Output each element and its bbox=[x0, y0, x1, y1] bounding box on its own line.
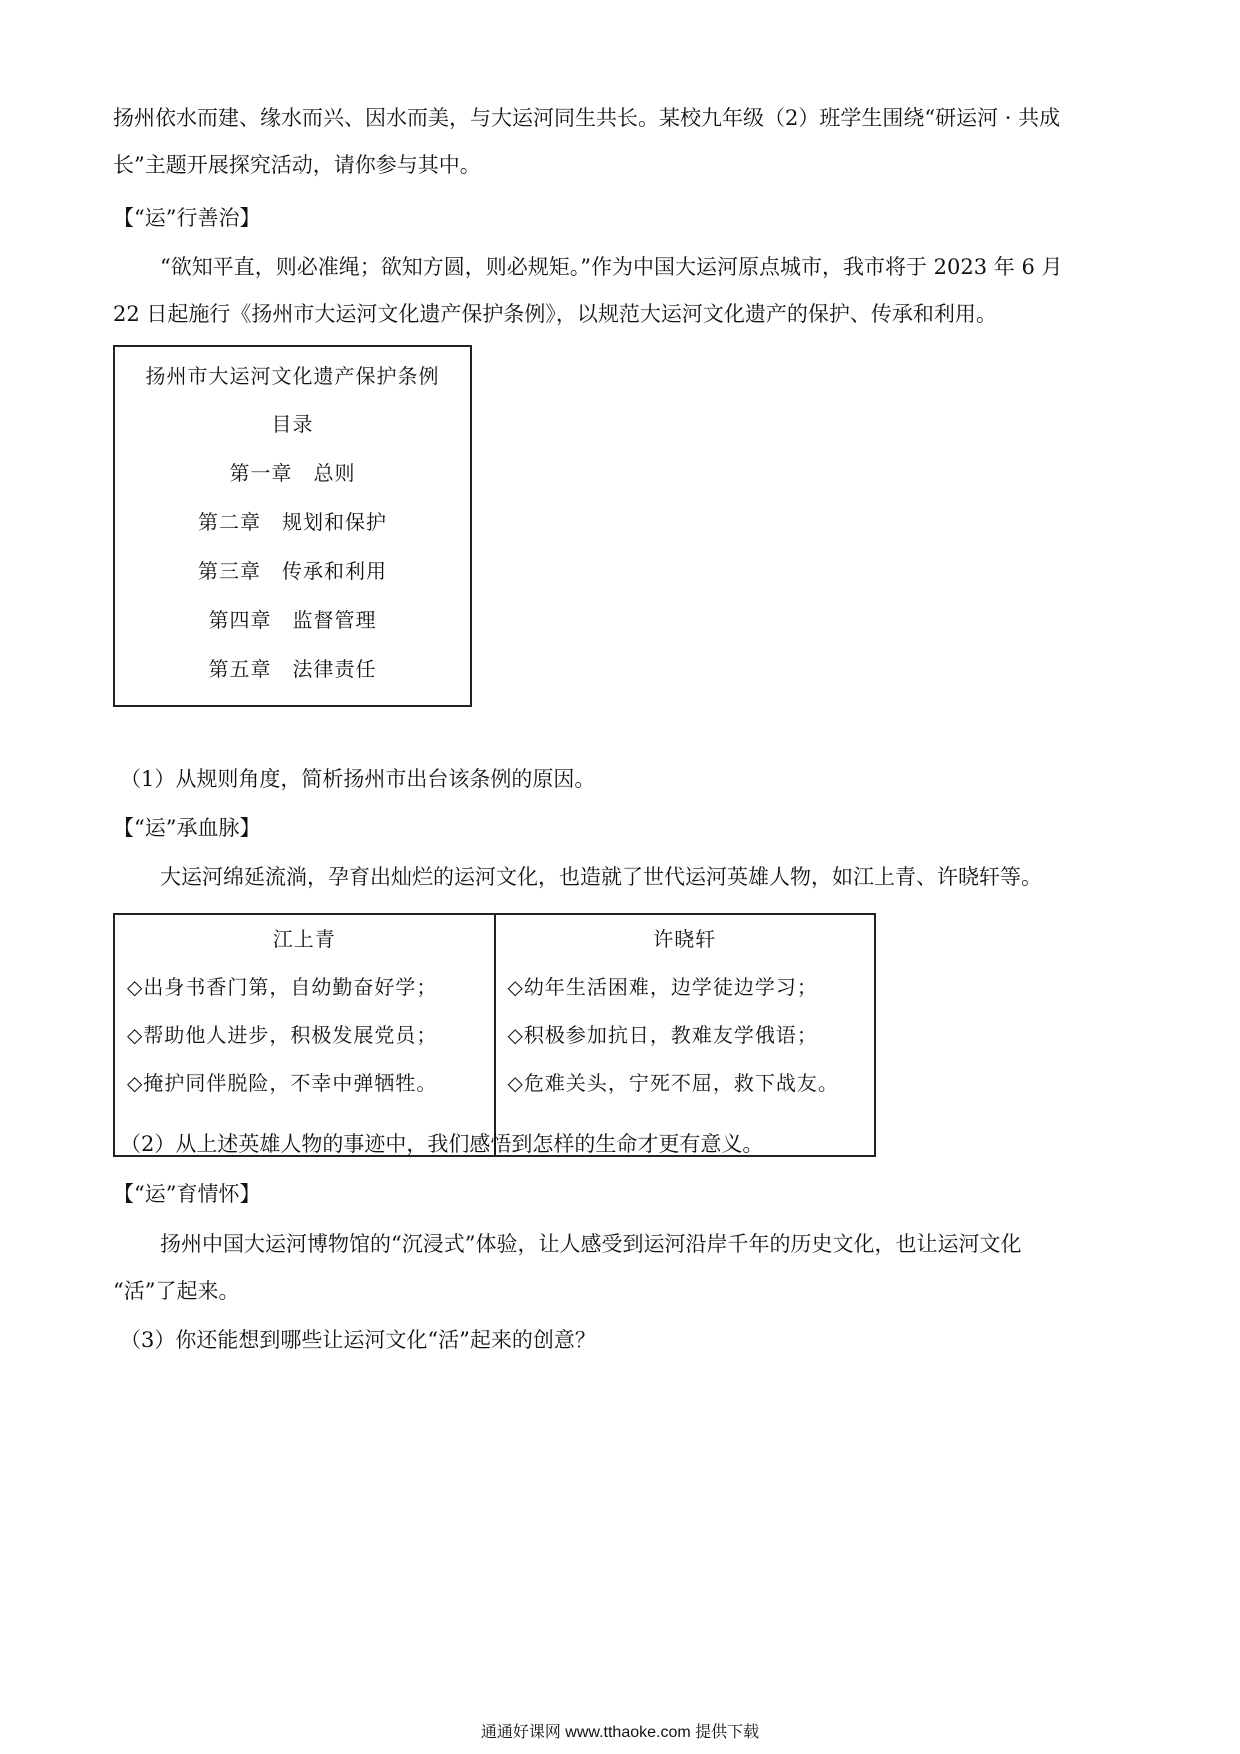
hero-name-xu: 许晓轩 bbox=[653, 927, 717, 951]
intro-line-1: 扬州依水而建、缘水而兴、因水而美，与大运河同生共长。某校九年级（2）班学生围绕“研运河 · 共成 bbox=[113, 106, 1061, 130]
toc-chapter-2: 第二章 规划和保护 bbox=[198, 510, 387, 534]
toc-chapter-1: 第一章 总则 bbox=[229, 461, 356, 485]
hero-fact: ◇幼年生活困难，边学徒边学习； bbox=[507, 975, 818, 999]
intro-line-2: 长”主题开展探究活动，请你参与其中。 bbox=[113, 153, 481, 177]
hero-fact: ◇积极参加抗日，教难友学俄语； bbox=[507, 1023, 818, 1047]
hero-column-jiang bbox=[114, 914, 495, 1156]
section-heading-governance: 【“运”行善治】 bbox=[113, 206, 261, 230]
section-heading-feelings: 【“运”育情怀】 bbox=[113, 1182, 261, 1206]
heroes-intro: 大运河绵延流淌，孕育出灿烂的运河文化，也造就了世代运河英雄人物，如江上青、许晓轩等。 bbox=[160, 865, 1042, 889]
toc-subtitle: 目录 bbox=[271, 412, 314, 436]
hero-name-jiang: 江上青 bbox=[272, 927, 336, 951]
toc-title: 扬州市大运河文化遗产保护条例 bbox=[145, 364, 440, 388]
toc-chapter-3: 第三章 传承和利用 bbox=[198, 559, 387, 583]
question-1: （1）从规则角度，简析扬州市出台该条例的原因。 bbox=[120, 767, 596, 791]
hero-fact: ◇危难关头，宁死不屈，救下战友。 bbox=[507, 1071, 839, 1095]
heroes-table bbox=[113, 913, 876, 1157]
footer-source: 通通好课网 www.tthaoke.com 提供下载 bbox=[480, 1724, 760, 1741]
hero-fact: ◇出身书香门第，自幼勤奋好学； bbox=[127, 975, 438, 999]
toc-chapter-5: 第五章 法律责任 bbox=[208, 657, 377, 681]
museum-line-2: “活”了起来。 bbox=[113, 1279, 240, 1303]
toc-chapter-4: 第四章 监督管理 bbox=[208, 608, 377, 632]
quote-line-1: “欲知平直，则必准绳；欲知方圆，则必规矩。”作为中国大运河原点城市，我市将于 2023 年 6 月 bbox=[160, 255, 1063, 279]
question-3: （3）你还能想到哪些让运河文化“活”起来的创意？ bbox=[120, 1328, 596, 1352]
hero-column-xu bbox=[495, 914, 876, 1156]
hero-fact: ◇帮助他人进步，积极发展党员； bbox=[127, 1023, 438, 1047]
quote-line-2: 22 日起施行《扬州市大运河文化遗产保护条例》，以规范大运河文化遗产的保护、传承和利用。 bbox=[113, 302, 997, 326]
table-of-contents-box bbox=[113, 345, 472, 707]
museum-line-1: 扬州中国大运河博物馆的“沉浸式”体验，让人感受到运河沿岸千年的历史文化，也让运河文化 bbox=[160, 1232, 1022, 1256]
question-2: （2）从上述英雄人物的事迹中，我们感悟到怎样的生命才更有意义。 bbox=[120, 1132, 764, 1156]
hero-fact: ◇掩护同伴脱险，不幸中弹牺牲。 bbox=[127, 1071, 438, 1095]
section-heading-bloodline: 【“运”承血脉】 bbox=[113, 816, 261, 840]
